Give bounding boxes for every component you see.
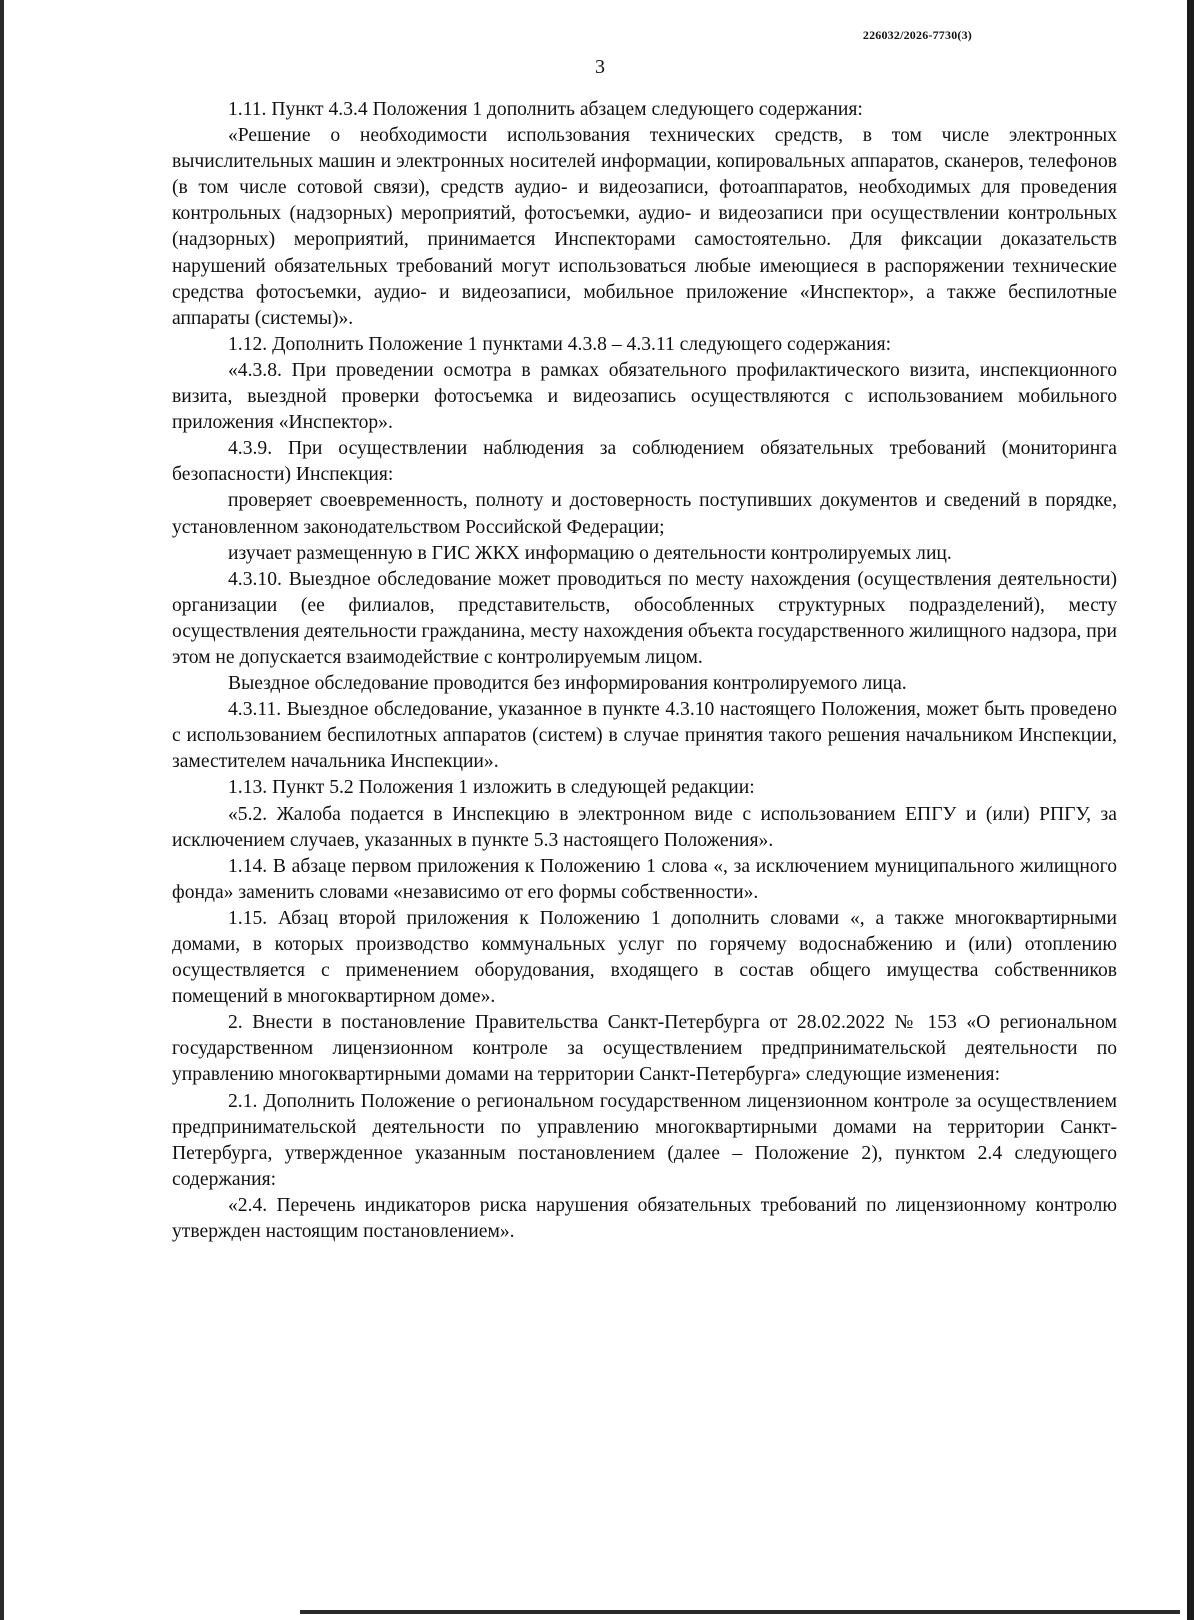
paragraph-1-12: 1.12. Дополнить Положение 1 пунктами 4.3.8 – 4.3.11 следующего содержания: (228, 333, 892, 355)
paragraph-1-15: 1.15. Абзац второй приложения к Положению 1 дополнить словами «, а также многоквартирными домами, в которых производство коммунальных услуг по горячему водоснабжению и (или) отоплению осуществляется с применением оборудования, входящего в состав общего имущества собственников помещений в многоквартирном доме». (172, 907, 1117, 1008)
paragraph-2-4: «2.4. Перечень индикаторов риска нарушения обязательных требований по лицензионному контролю утвержден настоящим постановлением». (172, 1194, 1117, 1243)
paragraph-1-14: 1.14. В абзаце первом приложения к Положению 1 слова «, за исключением муниципального жилищного фонда» заменить словами «независимо от его формы собственности». (172, 855, 1117, 903)
document-body (172, 97, 1117, 1245)
document-number: 226032/2026-7730(3) (862, 28, 972, 42)
paragraph-4-3-8: «4.3.8. При проведении осмотра в рамках обязательного профилактического визита, инспекционного визита, выездной проверки фотосъемка и видеозапись осуществляются с использованием мобильного приложения «Инспектор». (172, 359, 1117, 434)
scan-edge-left (0, 0, 4, 1620)
paragraph-4-3-11: 4.3.11. Выездное обследование, указанное в пункте 4.3.10 настоящего Положения, может быть проведено с использованием беспилотных аппаратов (систем) в случае принятия такого решения начальником Инспекции, заместителем начальника Инспекции». (172, 699, 1117, 773)
paragraph-4-3-10: 4.3.10. Выездное обследование может проводиться по месту нахождения (осуществления деятельности) организации (ее филиалов, представительств, обособленных структурных подразделений), месту осуществления деятельности гражданина, месту нахождения объекта государственного жилищного надзора, при этом не допускается взаимодействие с контролируемым лицом. (172, 568, 1117, 668)
scan-edge-right (1187, 0, 1194, 1620)
paragraph-4-3-9-check: проверяет своевременность, полноту и достоверность поступивших документов и сведений в порядке, установленном законодательством Российской Федерации; (172, 490, 1117, 538)
paragraph-4-3-10-note: Выездное обследование проводится без информирования контролируемого лица. (228, 673, 907, 695)
paragraph-2: 2. Внести в постановление Правительства Санкт-Петербурга от 28.02.2022 № 153 «О региональном государственном лицензионном контроле за осуществлением предпринимательской деятельности по управлению многоквартирными домами на территории Санкт-Петербурга» следующие изменения: (172, 1012, 1117, 1086)
paragraph-4-3-9-study: изучает размещенную в ГИС ЖКХ информацию о деятельности контролируемых лиц. (228, 542, 952, 564)
paragraph-1-11: 1.11. Пункт 4.3.4 Положения 1 дополнить абзацем следующего содержания: (228, 99, 863, 120)
paragraph-2-1: 2.1. Дополнить Положение о региональном государственном лицензионном контроле за осуществлением предпринимательской деятельности по управлению многоквартирными домами на территории Санкт-Петербурга, утвержденное указанным постановлением (далее – Положение 2), пунктом 2.4 следующего содержания: (172, 1090, 1117, 1190)
paragraph-5-2: «5.2. Жалоба подается в Инспекцию в электронном виде с использованием ЕПГУ и (или) РПГУ, за исключением случаев, указанных в пункте 5.3 настоящего Положения». (172, 803, 1117, 851)
paragraph-4-3-4-text: «Решение о необходимости использования технических средств, в том числе электронных вычислительных машин и электронных носителей информации, копировальных аппаратов, сканеров, телефонов (в том числе сотовой связи), средств аудио- и видеозаписи, фотоаппаратов, необходимых для проведения контрольных (надзорных) мероприятий, фотосъемки, аудио- и видеозаписи при осуществлении контрольных (надзорных) мероприятий, принимается Инспекторами самостоятельно. Для фиксации доказательств нарушений обязательных требований могут использоваться любые имеющиеся в распоряжении технические средства фотосъемки, аудио- и видеозаписи, мобильное приложение «Инспектор», а также беспилотные аппараты (системы)». (172, 125, 1117, 329)
scan-edge-bottom (300, 1610, 1180, 1614)
page-number: 3 (595, 56, 605, 78)
paragraph-1-13: 1.13. Пункт 5.2 Положения 1 изложить в следующей редакции: (228, 777, 755, 799)
paragraph-4-3-9: 4.3.9. При осуществлении наблюдения за соблюдением обязательных требований (мониторинга безопасности) Инспекция: (172, 438, 1117, 486)
